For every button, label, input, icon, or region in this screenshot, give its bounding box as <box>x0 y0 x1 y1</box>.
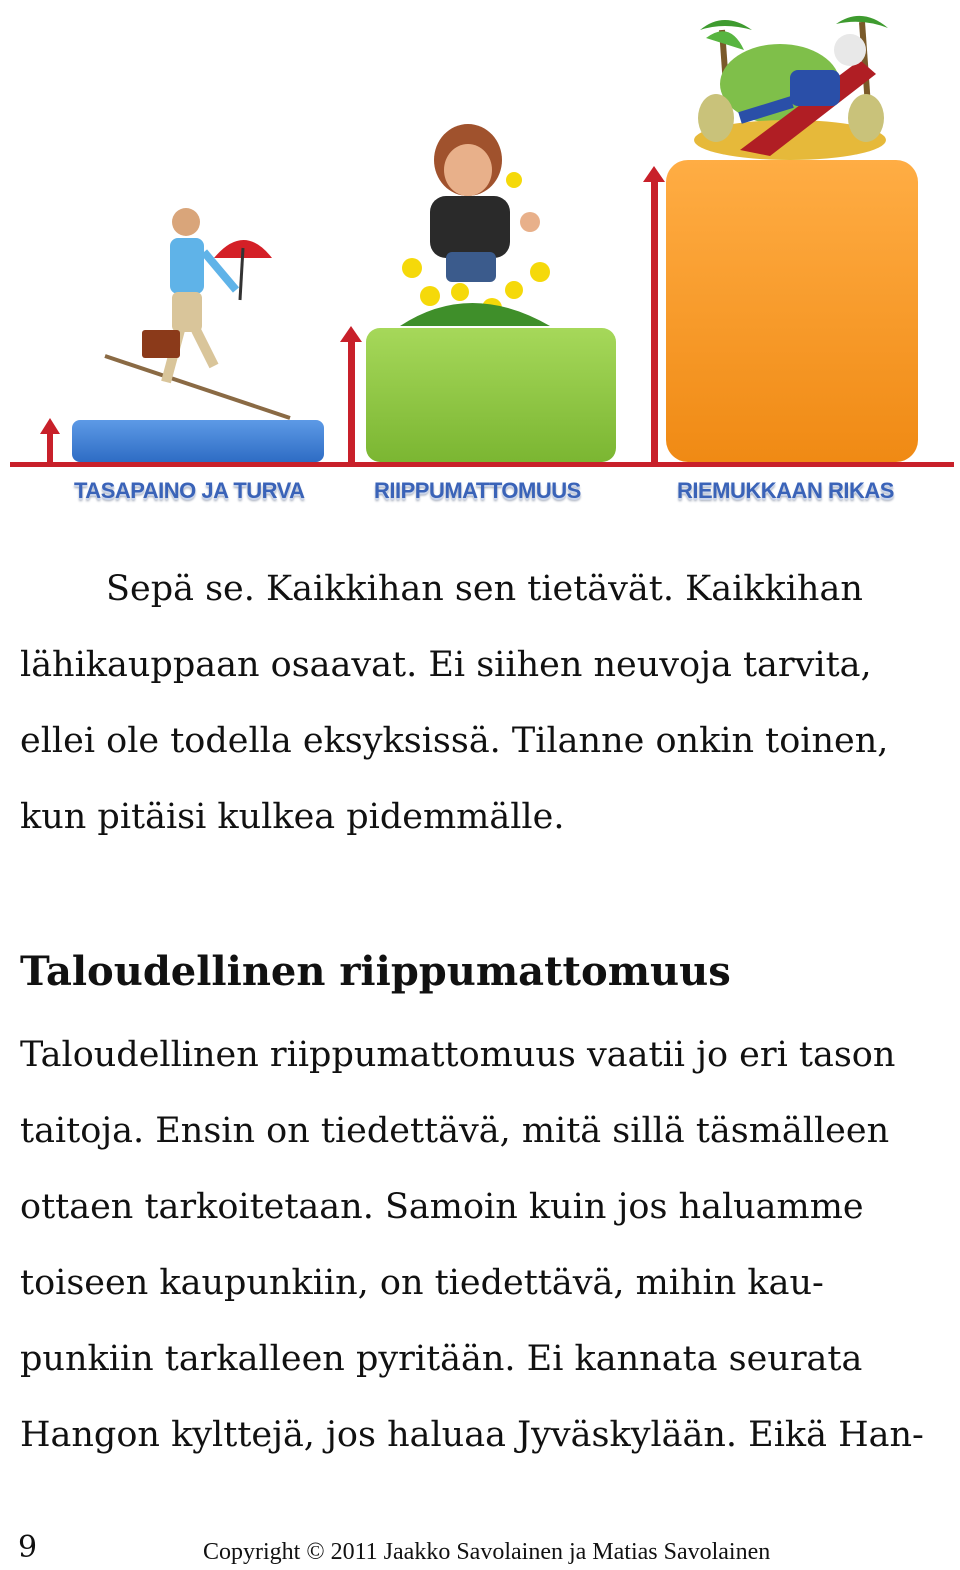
paragraph-intro <box>20 551 940 855</box>
text-line: Hangon kylttejä, jos haluaa Jyväskylään. Eikä Han- <box>20 1415 924 1455</box>
block-balance <box>72 420 324 462</box>
section-heading: Taloudellinen riippumattomuus <box>20 948 731 995</box>
level-label-independence: RIIPPUMATTOMUUS <box>374 478 581 503</box>
text-line: kun pitäisi kulkea pidemmälle. <box>20 797 565 837</box>
text-line: lähikauppaan osaavat. Ei siihen neuvoja tarvita, <box>20 645 872 685</box>
text-line: ottaen tarkoitetaan. Samoin kuin jos haluamme <box>20 1187 864 1227</box>
copyright-notice: Copyright © 2011 Jaakko Savolainen ja Matias Savolainen <box>203 1539 771 1565</box>
levels-illustration <box>0 0 960 520</box>
text-line: punkiin tarkalleen pyritään. Ei kannata seurata <box>20 1339 863 1379</box>
arrow-2-icon <box>340 326 362 464</box>
page-number: 9 <box>18 1530 38 1565</box>
text-line: taitoja. Ensin on tiedettävä, mitä sillä täsmälleen <box>20 1111 890 1151</box>
block-independence <box>366 328 616 462</box>
text-line: Sepä se. Kaikkihan sen tietävät. Kaikkihan <box>106 569 863 609</box>
man-with-flowers-icon <box>400 124 550 326</box>
base-line <box>10 462 954 467</box>
rich-man-relaxing-icon <box>694 16 888 160</box>
levels-graphic <box>0 0 960 520</box>
tightrope-walker-icon <box>105 208 290 418</box>
level-label-balance: TASAPAINO JA TURVA <box>74 478 305 503</box>
level-label-rich: RIEMUKKAAN RIKAS <box>677 478 894 503</box>
paragraph-body <box>20 1017 940 1473</box>
arrow-1-icon <box>40 418 60 464</box>
arrow-3-icon <box>643 166 665 464</box>
text-line: ellei ole todella eksyksissä. Tilanne onkin toinen, <box>20 721 889 761</box>
text-line: Taloudellinen riippumattomuus vaatii jo eri tason <box>20 1035 896 1075</box>
text-line: toiseen kaupunkiin, on tiedettävä, mihin kau- <box>20 1263 824 1303</box>
block-rich <box>666 160 918 462</box>
